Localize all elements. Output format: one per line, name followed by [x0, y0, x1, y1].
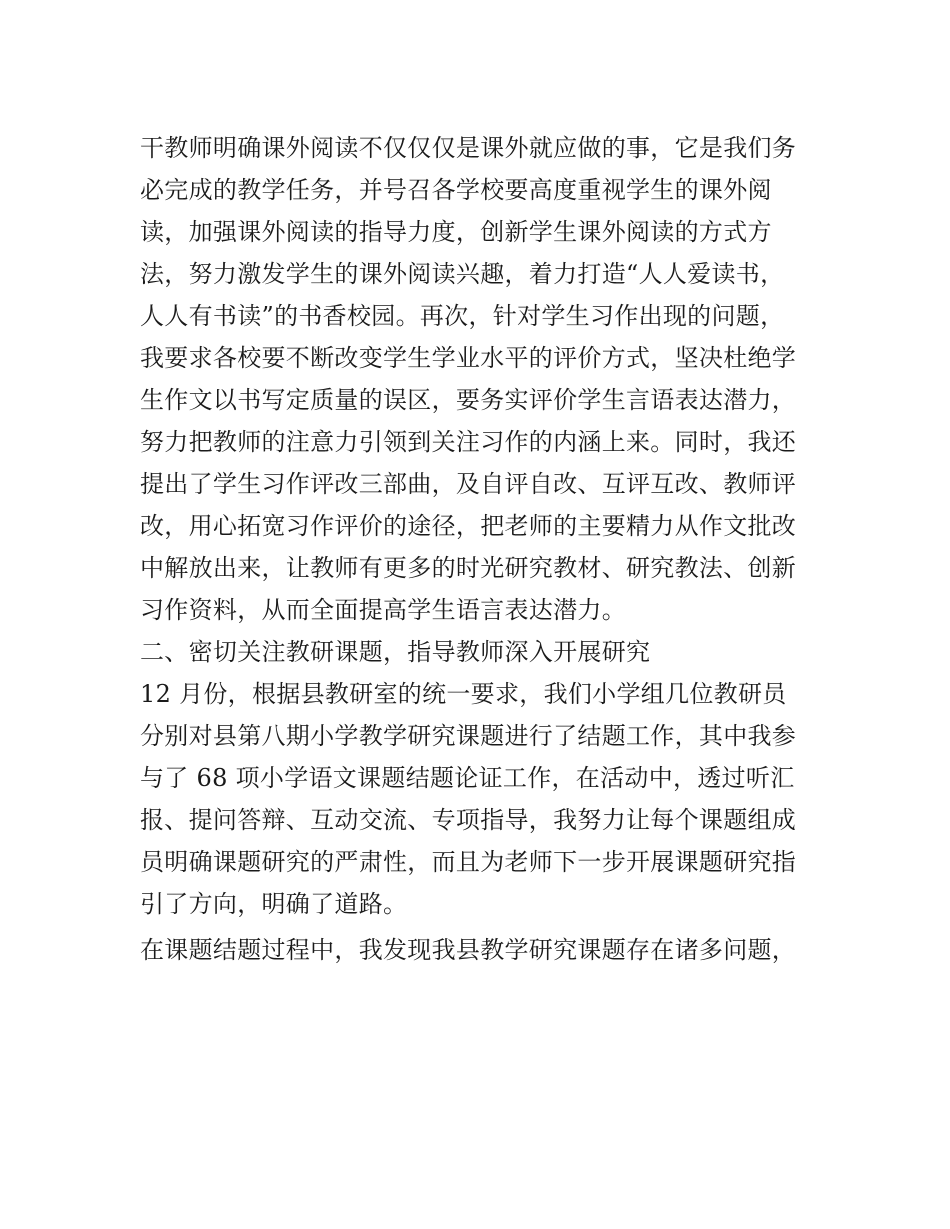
text-line: 生作文以书写定质量的误区，要务实评价学生言语表达潜力，	[140, 386, 797, 414]
text-line: 提出了学生习作评改三部曲，及自评自改、互评互改、教师评	[140, 470, 797, 498]
text-line: 我要求各校要不断改变学生学业水平的评价方式，坚决杜绝学	[140, 344, 797, 372]
text-line: 习作资料，从而全面提高学生语言表达潜力。	[140, 596, 626, 624]
document-body	[140, 127, 830, 975]
text-line: 读，加强课外阅读的指导力度，创新学生课外阅读的方式方	[140, 218, 772, 246]
text-line: 中解放出来，让教师有更多的时光研究教材、研究教法、创新	[140, 554, 797, 582]
text-line: 引了方向，明确了道路。	[140, 890, 408, 918]
text-line: 必完成的教学任务，并号召各学校要高度重视学生的课外阅	[140, 176, 772, 204]
text-line: 12 月份，根据县教研室的统一要求，我们小学组几位教研员	[140, 680, 787, 708]
text-line: 报、提问答辩、互动交流、专项指导，我努力让每个课题组成	[140, 806, 797, 834]
text-line: 法，努力激发学生的课外阅读兴趣，着力打造“人人爱读书，	[140, 260, 785, 288]
text-line: 分别对县第八期小学教学研究课题进行了结题工作，其中我参	[140, 722, 797, 750]
section-heading: 二、密切关注教研课题，指导教师深入开展研究	[140, 638, 651, 666]
text-line: 干教师明确课外阅读不仅仅仅是课外就应做的事，它是我们务	[140, 134, 797, 162]
text-line: 努力把教师的注意力引领到关注习作的内涵上来。同时，我还	[140, 428, 797, 456]
text-line: 在课题结题过程中，我发现我县教学研究课题存在诸多问题，	[140, 936, 797, 964]
text-line: 人人有书读”的书香校园。再次，针对学生习作出现的问题，	[140, 302, 785, 330]
text-line: 员明确课题研究的严肃性，而且为老师下一步开展课题研究指	[140, 848, 797, 876]
text-line: 与了 68 项小学语文课题结题论证工作，在活动中，透过听汇	[140, 764, 795, 792]
text-line: 改，用心拓宽习作评价的途径，把老师的主要精力从作文批改	[140, 512, 797, 540]
